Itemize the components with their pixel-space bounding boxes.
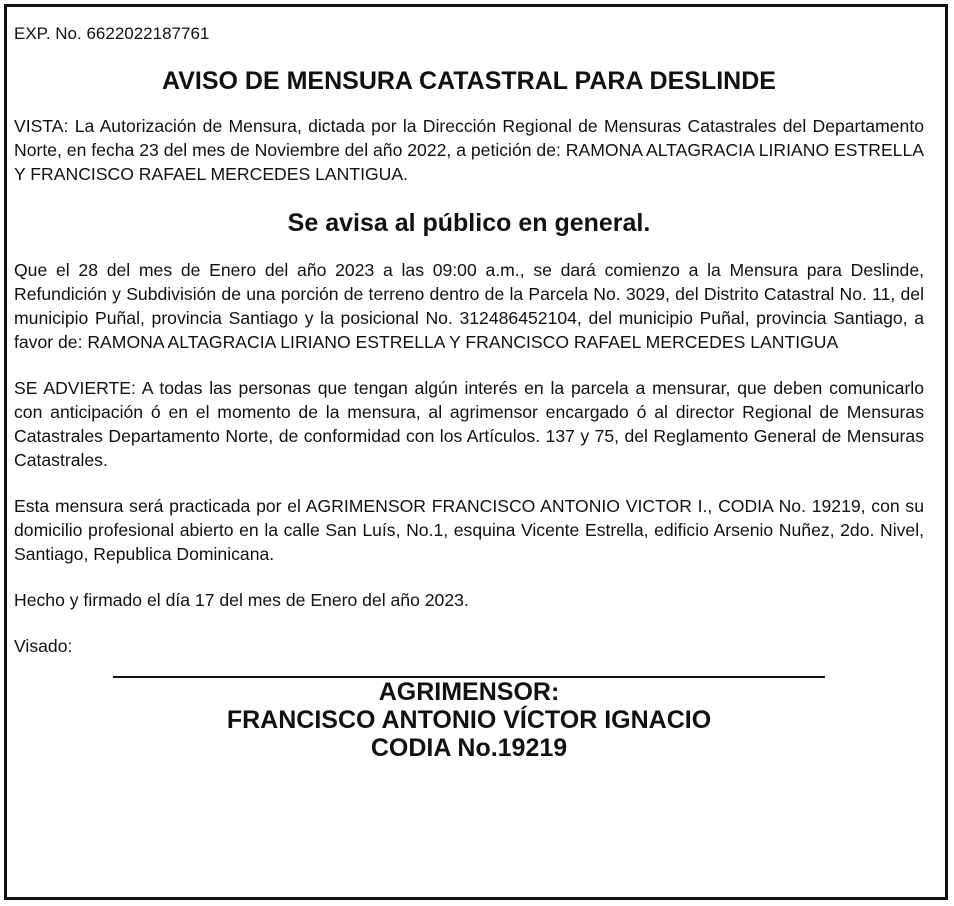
signature-codia: CODIA No.19219 [370, 734, 568, 762]
mensura-paragraph: Que el 28 del mes de Enero del año 2023 a las 09:00 a.m., se dará comienzo a la Mensura para Deslinde, Refundición y Subdivisión de una porción de terreno dentro de la Parcela No. 3029, del Distrito Catastral No. 11, del municipio Puñal, provincia Santiago y la posicional No. 312486452104, del municipio Puñal, provincia Santiago, a favor de: RAMONA ALTAGRACIA LIRIANO ESTRELLA Y FRANCISCO RAFAEL MERCEDES LANTIGUA [14, 260, 924, 352]
signature-name: FRANCISCO ANTONIO VÍCTOR IGNACIO [226, 706, 712, 734]
public-notice-heading: Se avisa al público en general. [287, 209, 651, 237]
advierte-paragraph: SE ADVIERTE: A todas las personas que tengan algún interés en la parcela a mensurar, que deben comunicarlo con anticipación ó en el momento de la mensura, al agrimensor encargado ó al director Regional de Mensuras Catastrales Departamento Norte, de conformidad con los Artículos. 137 y 75, del Reglamento General de Mensuras Catastrales. [14, 378, 924, 470]
visado-label: Visado: [14, 636, 73, 656]
expedient-number: EXP. No. 6622022187761 [14, 24, 210, 43]
notice-title: AVISO DE MENSURA CATASTRAL PARA DESLINDE [162, 67, 776, 95]
vista-paragraph: VISTA: La Autorización de Mensura, dictada por la Dirección Regional de Mensuras Catastrales del Departamento Norte, en fecha 23 del mes de Noviembre del año 2022, a petición de: RAMONA ALTAGRACIA LIRIANO ESTRELLA Y FRANCISCO RAFAEL MERCEDES LANTIGUA. [14, 116, 924, 184]
notice-content [14, 24, 924, 762]
fecha-paragraph: Hecho y firmado el día 17 del mes de Enero del año 2023. [14, 590, 469, 610]
practicada-paragraph: Esta mensura será practicada por el AGRIMENSOR FRANCISCO ANTONIO VICTOR I., CODIA No. 19219, con su domicilio profesional abierto en la calle San Luís, No.1, esquina Vicente Estrella, edificio Arsenio Nuñez, 2do. Nivel, Santiago, Republica Dominicana. [14, 496, 924, 564]
signature-role: AGRIMENSOR: [378, 678, 560, 706]
